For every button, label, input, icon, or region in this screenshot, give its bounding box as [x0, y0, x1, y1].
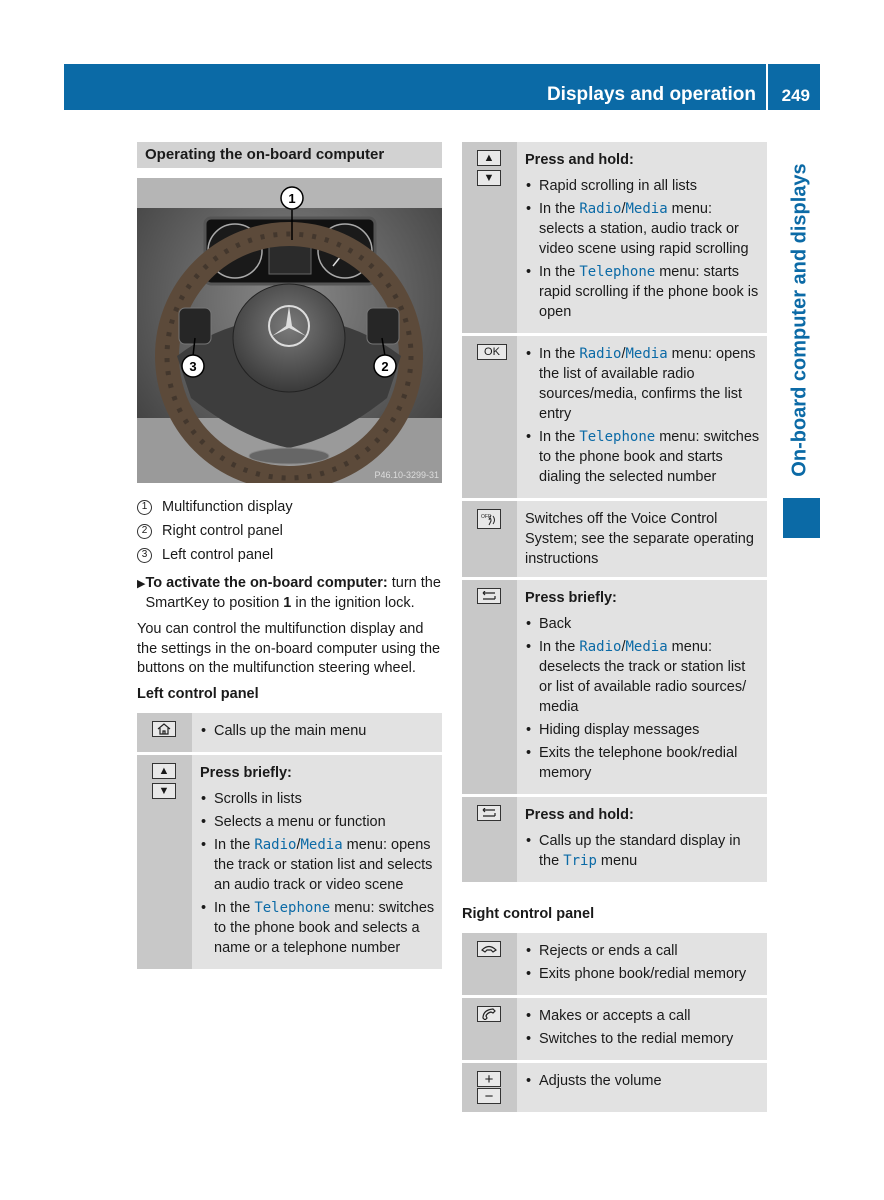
key-cell [462, 335, 517, 500]
plus-icon: + [484, 1070, 494, 1088]
phone-accept-icon [481, 1008, 497, 1020]
legend-item [137, 495, 442, 519]
text-part: In the [539, 346, 580, 362]
telephone-menu-name: Telephone [254, 899, 331, 916]
play-arrow-icon: ▶ [137, 578, 146, 590]
radio-menu-name: Radio [579, 201, 622, 217]
text-part: selects a station, audio track or video scene using rapid scrolling [539, 221, 749, 257]
instruction-part: in the ignition lock. [291, 595, 415, 611]
telephone-menu-name: Telephone [579, 264, 656, 280]
desc-cell [517, 1062, 767, 1113]
legend-item [137, 519, 442, 543]
desc-list [525, 344, 761, 487]
left-panel-heading: Left control panel [137, 685, 259, 702]
figure-code: P46.10-3299-31 [374, 470, 439, 480]
trip-menu-name: Trip [563, 853, 597, 869]
table-row [462, 142, 767, 335]
list-item: • Makes or accepts a call [525, 1006, 761, 1026]
text-part: opens the list of available radio sources/media, confirms the list entry [539, 346, 756, 422]
voice-off-button[interactable] [477, 509, 501, 529]
text-part: menu: [342, 836, 387, 853]
desc-cell [517, 933, 767, 997]
callout-3-label: 3 [189, 359, 197, 374]
list-item: • Selects a menu or function [200, 812, 436, 832]
text-part: menu: [655, 429, 700, 445]
text-part: In the [214, 836, 255, 853]
press-briefly-label: Press briefly: [200, 764, 292, 781]
voice-off-icon [480, 512, 498, 526]
list-item [525, 199, 761, 259]
volume-up-button[interactable] [477, 1071, 501, 1087]
list-item: • Exits the telephone book/redial memory [525, 743, 761, 783]
text-part: menu [596, 853, 638, 869]
telephone-menu-name: Telephone [579, 429, 656, 445]
legend-number: 3 [137, 548, 152, 563]
right-panel-heading: Right control panel [462, 906, 595, 922]
header-title: Displays and operation [546, 84, 756, 105]
list-item: • Switches to the redial memory [525, 1029, 761, 1049]
legend-text: Multifunction display [162, 499, 293, 515]
desc-cell [517, 796, 767, 883]
key-cell [137, 753, 192, 969]
text-part: menu: [667, 346, 712, 362]
ok-button-label: OK [484, 346, 500, 358]
back-icon [481, 808, 497, 818]
media-menu-name: Media [625, 346, 668, 362]
legend-text: Left control panel [162, 547, 274, 563]
desc-list [200, 721, 436, 741]
list-item: • Calls up the main menu [200, 721, 436, 741]
list-item: • Rejects or ends a call [525, 941, 761, 961]
left-panel-table-continued [462, 142, 767, 882]
desc-cell [517, 335, 767, 500]
page-number: 249 [781, 86, 810, 105]
list-item: • Adjusts the volume [525, 1071, 761, 1091]
up-button[interactable] [152, 763, 176, 779]
key-cell [462, 142, 517, 335]
right-panel-table [462, 933, 767, 1112]
legend-text: Right control panel [162, 523, 283, 539]
text-part: In the [539, 201, 580, 217]
list-item [200, 898, 436, 958]
text-part: / [621, 201, 626, 217]
table-row [462, 796, 767, 883]
figure-legend [137, 495, 442, 567]
press-hold-label: Press and hold: [525, 807, 634, 823]
table-row [462, 933, 767, 997]
text-part: In the [214, 899, 255, 916]
list-item: • Back [525, 614, 761, 634]
side-tab [780, 150, 820, 490]
text-part: switches to the phone book and starts dialing the selected number [539, 429, 760, 485]
table-row [462, 997, 767, 1062]
instruction-part: turn the SmartKey to position [145, 575, 441, 611]
list-item [525, 262, 761, 322]
desc-cell [192, 713, 442, 754]
legend-number: 1 [137, 500, 152, 515]
desc-cell [517, 142, 767, 335]
table-row [462, 1062, 767, 1113]
page-header [64, 64, 820, 110]
key-cell [462, 579, 517, 796]
list-item [525, 637, 761, 717]
text-part: menu: [667, 639, 712, 655]
volume-down-button[interactable] [477, 1088, 501, 1104]
desc-list [525, 1006, 761, 1049]
section-title: Operating the on-board computer [137, 142, 442, 168]
desc-cell [192, 753, 442, 969]
svg-text:OFF: OFF [481, 514, 491, 520]
left-panel-table [137, 713, 442, 969]
text-part: In the [539, 429, 580, 445]
table-row [462, 335, 767, 500]
side-tab-marker [783, 498, 820, 538]
media-menu-name: Media [625, 201, 668, 217]
table-row [137, 753, 442, 969]
list-item: • Hiding display messages [525, 720, 761, 740]
list-item: • Exits phone book/redial memory [525, 964, 761, 984]
back-button[interactable] [477, 588, 501, 604]
list-item: • Rapid scrolling in all lists [525, 176, 761, 196]
table-row [462, 500, 767, 579]
media-menu-name: Media [300, 836, 343, 853]
text-part: Calls up the standard display in the [539, 833, 741, 869]
down-button[interactable] [477, 170, 501, 186]
key-cell [137, 713, 192, 754]
up-arrow-icon: ▲ [483, 152, 495, 164]
legend-number: 2 [137, 524, 152, 539]
key-cell [462, 933, 517, 997]
table-row [137, 713, 442, 754]
steering-wheel-figure [137, 178, 442, 483]
text-part: deselects the track or station list or list of available radio sources/ media [539, 659, 747, 715]
left-column [137, 142, 442, 969]
desc-list [525, 941, 761, 984]
ok-button[interactable] [477, 344, 507, 360]
up-button[interactable] [477, 150, 501, 166]
text-part: menu: [667, 201, 712, 217]
key-cell [462, 796, 517, 883]
key-cell [462, 500, 517, 579]
callout-1-label: 1 [288, 191, 296, 206]
hang-up-icon [481, 944, 497, 954]
back-icon [481, 591, 497, 601]
instruction-step [137, 573, 442, 613]
text-part: / [621, 639, 626, 655]
minus-icon: − [484, 1087, 494, 1105]
press-hold-label: Press and hold: [525, 152, 634, 168]
up-arrow-icon: ▲ [158, 764, 170, 777]
desc-cell: Switches off the Voice Control System; see the separate operating instructions [517, 500, 767, 579]
list-item: • Scrolls in lists [200, 789, 436, 809]
media-menu-name: Media [625, 639, 668, 655]
desc-list [200, 789, 436, 958]
table-row [462, 579, 767, 796]
text-part: / [621, 346, 626, 362]
text-part: In the [539, 264, 580, 280]
desc-cell [517, 997, 767, 1062]
side-tab-label: On-board computer and displays [788, 163, 811, 477]
header-divider [766, 64, 768, 110]
text-part: / [296, 836, 301, 853]
list-item [525, 427, 761, 487]
text-part: opens the track or station list and selects an audio track or video scene [214, 836, 433, 893]
list-item [525, 344, 761, 424]
airbag-hub [233, 284, 345, 392]
text-part: menu: [330, 899, 375, 916]
text-part: menu: starts rapid scrolling if the phone book is open [539, 264, 759, 320]
key-cell [462, 1062, 517, 1113]
text-part: In the [539, 639, 580, 655]
back-button[interactable] [477, 805, 501, 821]
home-icon [157, 723, 171, 735]
list-item [525, 831, 761, 871]
desc-cell [517, 579, 767, 796]
instruction-lead: To activate the on-board computer: [145, 575, 388, 591]
instruction-position: 1 [283, 595, 292, 611]
hang-up-button[interactable] [477, 941, 501, 957]
wheel-bottom-emblem [249, 448, 329, 464]
down-arrow-icon: ▼ [483, 172, 495, 184]
accept-call-button[interactable] [477, 1006, 501, 1022]
callout-2-label: 2 [381, 359, 389, 374]
press-briefly-label: Press briefly: [525, 590, 617, 606]
desc-list [525, 176, 761, 322]
down-button[interactable] [152, 783, 176, 799]
desc-list [525, 1071, 761, 1091]
right-control-panel-graphic [367, 308, 399, 344]
down-arrow-icon: ▼ [158, 784, 170, 797]
instruction-text [145, 573, 442, 613]
right-column [462, 142, 767, 1112]
radio-menu-name: Radio [579, 639, 622, 655]
list-item [200, 835, 436, 895]
radio-menu-name: Radio [254, 836, 297, 853]
radio-menu-name: Radio [579, 346, 622, 362]
intro-paragraph: You can control the multifunction display and the settings in the on-board computer using the buttons on the multifunction steering wheel. [137, 621, 441, 676]
text-part: switches to the phone book and selects a name or a telephone number [214, 899, 435, 956]
legend-item [137, 543, 442, 567]
home-button[interactable] [152, 721, 176, 737]
key-cell [462, 997, 517, 1062]
desc-list [525, 614, 761, 783]
desc-list [525, 831, 761, 871]
